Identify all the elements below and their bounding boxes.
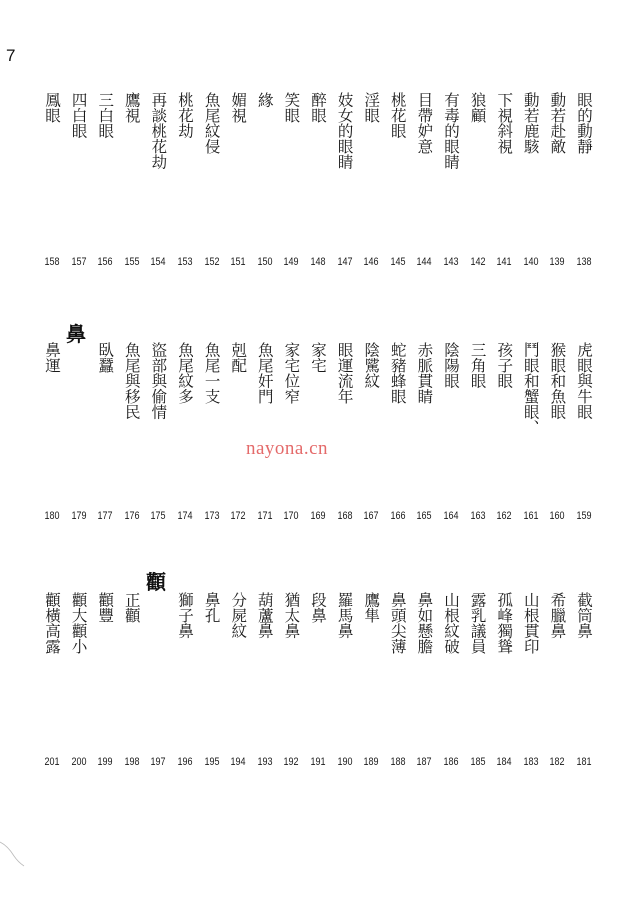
toc-entry-title: 分屍紋 <box>229 592 248 639</box>
toc-entry-page: 201 <box>44 756 60 768</box>
entry-columns <box>34 342 604 502</box>
toc-entry-page: 195 <box>204 756 220 768</box>
toc-entry-title: 動若鹿駭 <box>521 92 540 154</box>
toc-entry-title: 三角眼 <box>468 342 487 389</box>
toc-entry-page: 188 <box>390 756 406 768</box>
toc-entry-page: 187 <box>416 756 432 768</box>
toc-entry-title: 鼻運 <box>43 342 61 373</box>
toc-entry-page: 171 <box>257 510 273 522</box>
toc-entry-title: 目帶妒意 <box>415 92 434 154</box>
toc-entry-page: 151 <box>230 256 246 268</box>
toc-entry-title: 鼻孔 <box>202 592 221 623</box>
toc-entry-page: 144 <box>416 256 432 268</box>
toc-entry-page: 152 <box>204 256 220 268</box>
toc-entry-page: 192 <box>283 756 299 768</box>
toc-entry-title: 臥蠶 <box>96 342 115 373</box>
toc-entry-page: 141 <box>496 256 512 268</box>
toc-entry-page: 143 <box>443 256 459 268</box>
toc-entry-title: 段鼻 <box>309 592 327 623</box>
toc-entry-page: 156 <box>97 256 113 268</box>
toc-entry-page: 172 <box>230 510 246 522</box>
toc-entry-page: 138 <box>576 256 592 268</box>
toc-entry-title: 正顴 <box>122 592 141 623</box>
toc-entry-page: 177 <box>97 510 113 522</box>
toc-entry-title: 笑眼 <box>282 92 301 123</box>
toc-entry-title: 魚尾奸門 <box>255 342 274 404</box>
entry-columns <box>34 92 604 252</box>
toc-entry-page: 162 <box>496 510 512 522</box>
toc-entry-title: 魚尾紋多 <box>176 342 194 404</box>
toc-section-nose <box>34 342 604 522</box>
toc-entry-title: 剋配 <box>229 342 248 373</box>
toc-entry-title: 鼻頭尖薄 <box>388 592 407 654</box>
toc-entry-page: 181 <box>576 756 592 768</box>
toc-entry-title: 狼顧 <box>468 92 487 123</box>
toc-entry-page: 184 <box>496 756 512 768</box>
toc-entry-page: 193 <box>257 756 273 768</box>
toc-entry-page: 175 <box>150 510 166 522</box>
toc-entry-page: 200 <box>71 756 87 768</box>
toc-entry-page: 157 <box>71 256 87 268</box>
toc-entry-title: 顴豐 <box>96 592 115 623</box>
toc-entry-page: 198 <box>124 756 140 768</box>
toc-entry-title: 家宅 <box>309 342 327 373</box>
toc-entry-title: 山根紋破 <box>442 592 460 654</box>
toc-entry-page: 199 <box>97 756 113 768</box>
toc-entry-page: 155 <box>124 256 140 268</box>
toc-entry-title: 三白眼 <box>96 92 115 139</box>
toc-entry-title: 露乳議員 <box>468 592 487 654</box>
toc-entry-page: 185 <box>470 756 486 768</box>
toc-entry-title: 魚尾一支 <box>202 342 221 404</box>
toc-entry-page: 174 <box>177 510 193 522</box>
toc-entry-title: 有毒的眼睛 <box>442 92 460 170</box>
toc-entry-title: 山根貫印 <box>521 592 540 654</box>
toc-entry-title: 截筒鼻 <box>575 592 593 639</box>
toc-entry-page: 196 <box>177 756 193 768</box>
toc-entry-page: 182 <box>549 756 565 768</box>
toc-entry-page: 150 <box>257 256 273 268</box>
toc-entry-page: 148 <box>310 256 326 268</box>
toc-entry-title: 鷹視 <box>122 92 141 123</box>
toc-entry-title: 魚尾與移民 <box>122 342 141 420</box>
toc-entry-title: 陰騭紋 <box>362 342 381 389</box>
toc-entry-page: 140 <box>523 256 539 268</box>
toc-entry-page: 190 <box>337 756 353 768</box>
toc-entry-title: 盜部與偷情 <box>149 342 168 420</box>
toc-entry-page: 194 <box>230 756 246 768</box>
toc-entry-title: 再談桃花劫 <box>149 92 168 170</box>
toc-entry-page: 154 <box>150 256 166 268</box>
toc-entry-title: 鼻如懸膽 <box>415 592 434 654</box>
toc-entry-page: 176 <box>124 510 140 522</box>
toc-entry-title: 赤脈貫睛 <box>415 342 434 404</box>
toc-entry-title: 動若赴敵 <box>548 92 567 154</box>
section-heading-cheekbone: 顴 <box>146 570 166 594</box>
toc-entry-title: 眼運流年 <box>335 342 354 404</box>
toc-entry-page: 159 <box>576 510 592 522</box>
page-number: 7 <box>6 46 16 65</box>
toc-entry-page: 147 <box>337 256 353 268</box>
toc-entry-page: 183 <box>523 756 539 768</box>
toc-entry-page: 163 <box>470 510 486 522</box>
toc-entry-title: 羅馬鼻 <box>335 592 354 639</box>
toc-entry-title: 下視斜視 <box>495 92 514 154</box>
toc-entry-page: 169 <box>310 510 326 522</box>
toc-entry-page: 186 <box>443 756 459 768</box>
toc-entry-title: 媚視 <box>229 92 248 123</box>
toc-entry-title: 家宅位窄 <box>282 342 301 404</box>
toc-entry-title: 顴橫高露 <box>43 592 61 654</box>
toc-entry-page: 142 <box>470 256 486 268</box>
toc-entry-title: 孤峰獨聳 <box>495 592 514 654</box>
toc-entry-title: 眼的動靜 <box>575 92 593 154</box>
toc-entry-page: 165 <box>416 510 432 522</box>
page-number-row <box>34 510 604 530</box>
toc-entry-title: 猶太鼻 <box>282 592 301 639</box>
toc-entry-page: 189 <box>363 756 379 768</box>
toc-entry-title: 希臘鼻 <box>548 592 567 639</box>
toc-entry-title: 妓女的眼睛 <box>335 92 354 170</box>
toc-section-cheekbone <box>34 592 604 768</box>
toc-entry-title: 蛇豬蜂眼 <box>388 342 407 404</box>
scan-edge-mark <box>0 830 26 870</box>
watermark: nayona.cn <box>246 438 329 459</box>
toc-entry-page: 179 <box>71 510 87 522</box>
toc-entry-title: 淫眼 <box>362 92 381 123</box>
toc-entry-title: 緣 <box>255 92 274 108</box>
toc-entry-title: 魚尾紋侵 <box>202 92 221 154</box>
toc-entry-title: 鬥眼和蟹眼、 <box>521 342 540 435</box>
toc-entry-page: 160 <box>549 510 565 522</box>
toc-entry-page: 161 <box>523 510 539 522</box>
toc-entry-page: 149 <box>283 256 299 268</box>
toc-entry-title: 獅子鼻 <box>176 592 194 639</box>
toc-entry-title: 虎眼與牛眼 <box>575 342 593 420</box>
toc-entry-page: 166 <box>390 510 406 522</box>
toc-entry-title: 猴眼和魚眼 <box>548 342 567 420</box>
toc-entry-title: 顴大顴小 <box>69 592 88 654</box>
toc-entry-page: 139 <box>549 256 565 268</box>
toc-entry-page: 180 <box>44 510 60 522</box>
toc-entry-title: 桃花劫 <box>176 92 194 139</box>
toc-entry-title: 葫蘆鼻 <box>255 592 274 639</box>
section-heading-nose: 鼻 <box>66 322 86 346</box>
toc-entry-page: 168 <box>337 510 353 522</box>
entry-columns <box>34 592 604 752</box>
toc-entry-page: 191 <box>310 756 326 768</box>
toc-entry-page: 173 <box>204 510 220 522</box>
toc-entry-page: 146 <box>363 256 379 268</box>
toc-entry-title: 鷹隼 <box>362 592 381 623</box>
toc-entry-page: 164 <box>443 510 459 522</box>
toc-entry-page: 170 <box>283 510 299 522</box>
toc-entry-page: 153 <box>177 256 193 268</box>
toc-entry-title: 孩子眼 <box>495 342 514 389</box>
toc-section-eyes <box>34 92 604 268</box>
toc-entry-title: 陰陽眼 <box>442 342 460 389</box>
toc-entry-title: 桃花眼 <box>388 92 407 139</box>
toc-entry-title: 鳳眼 <box>43 92 61 123</box>
toc-entry-page: 167 <box>363 510 379 522</box>
toc-entry-page: 145 <box>390 256 406 268</box>
page-number-row <box>34 756 604 776</box>
toc-entry-title: 四白眼 <box>69 92 88 139</box>
page-number-row <box>34 256 604 276</box>
toc-entry-page: 197 <box>150 756 166 768</box>
toc-entry-page: 158 <box>44 256 60 268</box>
toc-entry-title: 醉眼 <box>309 92 327 123</box>
